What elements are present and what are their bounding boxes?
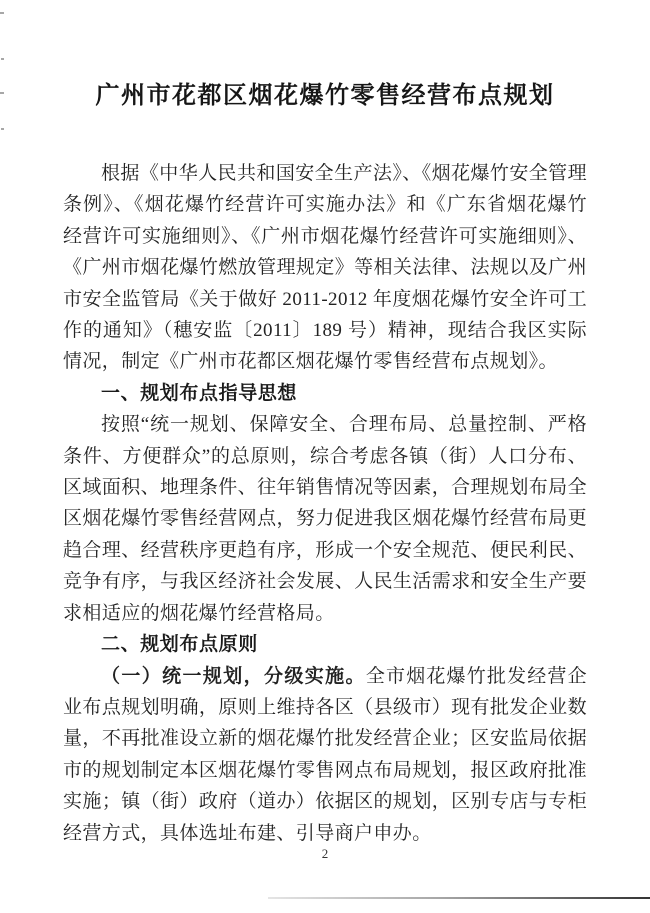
page-number: 2 — [321, 846, 329, 861]
scan-noise-speck — [0, 12, 4, 14]
scan-line-artifact — [268, 897, 650, 899]
body-paragraph — [63, 158, 587, 378]
scan-noise-speck — [0, 92, 4, 94]
document-content — [63, 0, 587, 849]
body-paragraph — [63, 661, 587, 849]
bold-text-run: 二、规划布点原则 — [101, 634, 258, 656]
paragraphs — [63, 158, 587, 849]
section-heading — [63, 629, 587, 660]
text-run: 全市烟花爆竹批发经营企业布点规划明确，原则上维持各区（县级市）现有批发企业数量，不再批准设立新的烟花爆竹批发经营企业；区安监局依据市的规划制定本区烟花爆竹零售网点布局规划，报区政府批准实施；镇（街）政府（道办）依据区的规划，区别专店与专柜经营方式，具体选址布建、引导商户申办。 — [63, 665, 587, 844]
body-paragraph — [63, 409, 587, 629]
bold-text-run: 一、规划布点指导思想 — [101, 382, 298, 404]
text-run: 按照“统一规划、保障安全、合理布局、总量控制、严格条件、方便群众”的总原则，综合考虑各镇（街）人口分布、区域面积、地理条件、往年销售情况等因素，合理规划布局全区烟花爆竹零售经营网点，努力促进我区烟花爆竹经营布局更趋合理、经营秩序更趋有序，形成一个安全规范、便民利民、竞争有序，与我区经济社会发展、人民生活需求和安全生产要求相适应的烟花爆竹经营格局。 — [63, 414, 587, 624]
bold-text-run: （一）统一规划，分级实施。 — [101, 665, 366, 687]
scan-noise-speck — [1, 128, 4, 130]
text-run: 根据《中华人民共和国安全生产法》、《烟花爆竹安全管理条例》、《烟花爆竹经营许可实施办法》和《广东省烟花爆竹经营许可实施细则》、《广州市烟花爆竹经营许可实施细则》、《广州市烟花爆竹燃放管理规定》等相关法律、法规以及广州市安全监管局《关于做好 2011-2012 年度烟花爆竹安全许可工作的通知》（穗安监〔2011〕189 号）精神，现结合我区实际情况，制定《广州市花都区烟花爆竹零售经营布点规划》。 — [63, 163, 587, 373]
scan-noise-speck — [1, 58, 4, 60]
section-heading — [63, 378, 587, 409]
page-title: 广州市花都区烟花爆竹零售经营布点规划 — [95, 83, 555, 109]
